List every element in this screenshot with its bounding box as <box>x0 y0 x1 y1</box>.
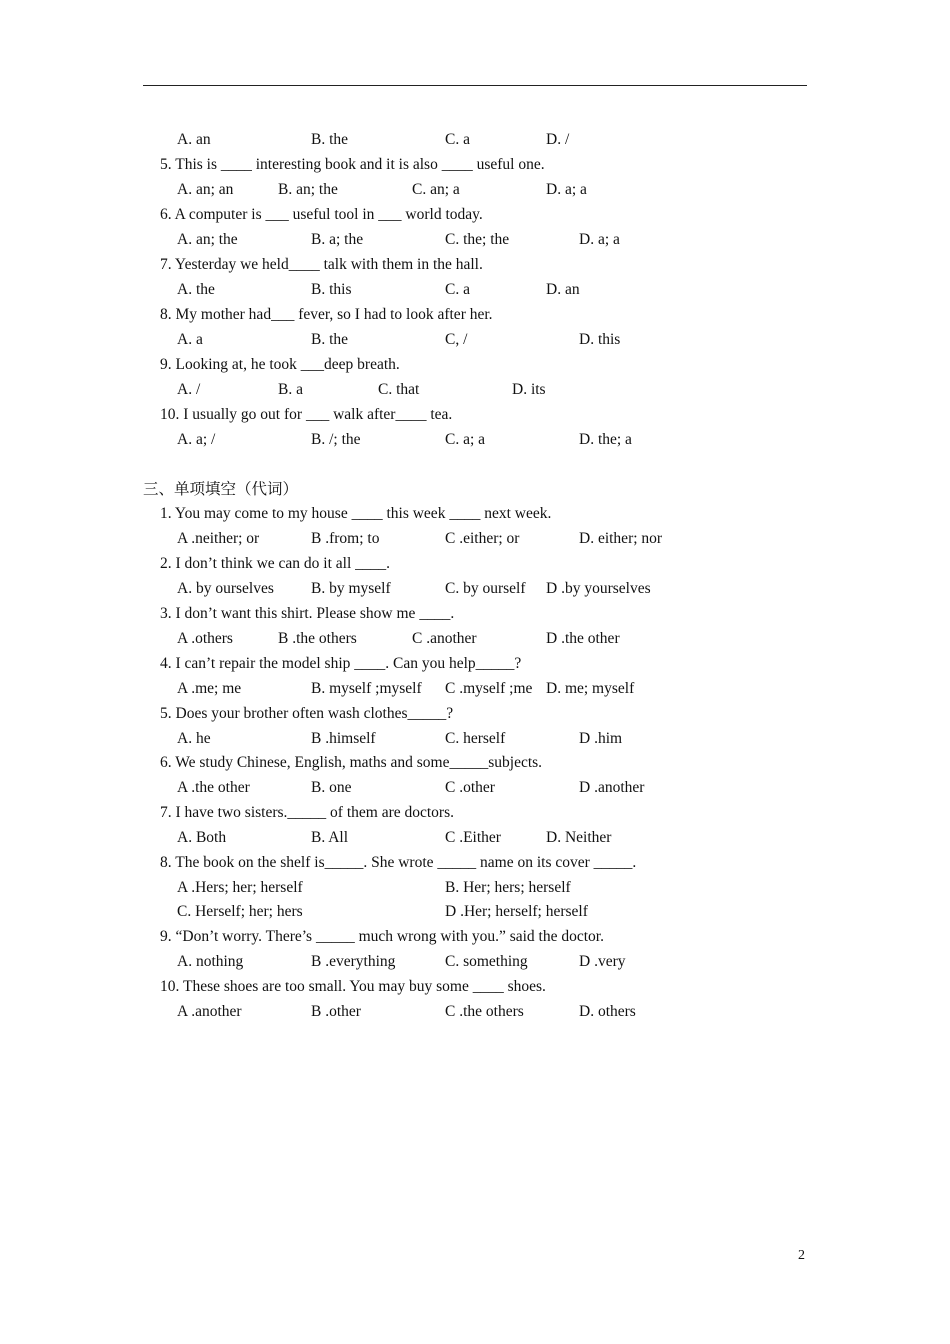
question-stem: 2. I don’t think we can do it all ____. <box>160 555 391 572</box>
option-c[interactable]: C. a <box>445 131 470 148</box>
option-c[interactable]: C. Herself; her; hers <box>177 903 303 920</box>
option-a[interactable]: A .others <box>177 630 233 647</box>
option-c[interactable]: C .Either <box>445 829 501 846</box>
option-a[interactable]: A .Hers; her; herself <box>177 879 303 896</box>
option-c[interactable]: C. something <box>445 953 528 970</box>
option-d[interactable]: D .by yourselves <box>546 580 651 597</box>
option-b[interactable]: B .the others <box>278 630 357 647</box>
option-a[interactable]: A. nothing <box>177 953 244 970</box>
option-b[interactable]: B. by myself <box>311 580 391 597</box>
question-stem: 3. I don’t want this shirt. Please show me ____. <box>160 605 455 622</box>
option-a[interactable]: A. an <box>177 131 211 148</box>
option-b[interactable]: B. an; the <box>278 181 338 198</box>
option-b[interactable]: B. the <box>311 131 349 148</box>
option-b[interactable]: B. /; the <box>311 431 361 448</box>
option-d[interactable]: D. a; a <box>579 231 620 248</box>
option-d[interactable]: D. either; nor <box>579 530 663 547</box>
question-stem: 8. My mother had___ fever, so I had to look after her. <box>160 306 493 323</box>
option-d[interactable]: D. the; a <box>579 431 632 448</box>
question-stem: 4. I can’t repair the model ship ____. Can you help_____? <box>160 655 522 672</box>
option-c[interactable]: C .another <box>412 630 477 647</box>
question-stem: 6. We study Chinese, English, maths and some_____subjects. <box>160 754 543 771</box>
option-a[interactable]: A. he <box>177 730 211 747</box>
option-a[interactable]: A. by ourselves <box>177 580 274 597</box>
option-d[interactable]: D. / <box>546 131 570 148</box>
option-c[interactable]: C .myself ;me <box>445 680 533 697</box>
option-d[interactable]: D .him <box>579 730 623 747</box>
option-a[interactable]: A. a <box>177 331 203 348</box>
header-rule <box>143 85 807 86</box>
option-a[interactable]: A .me; me <box>177 680 242 697</box>
option-c[interactable]: C. that <box>378 381 420 398</box>
option-c[interactable]: C. an; a <box>412 181 460 198</box>
question-stem: 9. Looking at, he took ___deep breath. <box>160 356 400 373</box>
option-d[interactable]: D .another <box>579 779 645 796</box>
option-a[interactable]: A. / <box>177 381 201 398</box>
option-a[interactable]: A. an; the <box>177 231 238 248</box>
option-c[interactable]: C .other <box>445 779 495 796</box>
option-d[interactable]: D. me; myself <box>546 680 635 697</box>
option-d[interactable]: D. Neither <box>546 829 612 846</box>
question-stem: 10. I usually go out for ___ walk after____ tea. <box>160 406 453 423</box>
page-number: 2 <box>798 1248 805 1263</box>
option-d[interactable]: D. a; a <box>546 181 587 198</box>
option-d[interactable]: D .very <box>579 953 626 970</box>
option-c[interactable]: C, / <box>445 331 468 348</box>
question-stem: 5. Does your brother often wash clothes_____? <box>160 705 454 722</box>
option-a[interactable]: A. Both <box>177 829 227 846</box>
option-b[interactable]: B .other <box>311 1003 361 1020</box>
question-stem: 5. This is ____ interesting book and it is also ____ useful one. <box>160 156 545 173</box>
question-stem: 1. You may come to my house ____ this week ____ next week. <box>160 505 552 522</box>
option-d[interactable]: D. an <box>546 281 580 298</box>
option-a[interactable]: A .another <box>177 1003 242 1020</box>
option-a[interactable]: A .the other <box>177 779 250 796</box>
option-d[interactable]: D. its <box>512 381 546 398</box>
option-d[interactable]: D .Her; herself; herself <box>445 903 588 920</box>
option-c[interactable]: C. a; a <box>445 431 486 448</box>
option-d[interactable]: D. others <box>579 1003 636 1020</box>
option-a[interactable]: A .neither; or <box>177 530 260 547</box>
option-d[interactable]: D .the other <box>546 630 620 647</box>
option-c[interactable]: C. the; the <box>445 231 510 248</box>
option-b[interactable]: B. one <box>311 779 352 796</box>
option-a[interactable]: A. an; an <box>177 181 234 198</box>
option-c[interactable]: C .either; or <box>445 530 520 547</box>
question-stem: 9. “Don’t worry. There’s _____ much wrong with you.” said the doctor. <box>160 928 604 945</box>
option-c[interactable]: C. a <box>445 281 470 298</box>
option-a[interactable]: A. a; / <box>177 431 216 448</box>
option-c[interactable]: C .the others <box>445 1003 524 1020</box>
option-a[interactable]: A. the <box>177 281 215 298</box>
option-b[interactable]: B .himself <box>311 730 376 747</box>
option-d[interactable]: D. this <box>579 331 621 348</box>
question-stem: 7. Yesterday we held____ talk with them in the hall. <box>160 256 483 273</box>
question-stem: 7. I have two sisters._____ of them are doctors. <box>160 804 455 821</box>
question-stem: 6. A computer is ___ useful tool in ___ world today. <box>160 206 483 223</box>
option-b[interactable]: B. the <box>311 331 349 348</box>
option-b[interactable]: B. a <box>278 381 303 398</box>
option-b[interactable]: B. myself ;myself <box>311 680 422 697</box>
option-b[interactable]: B .from; to <box>311 530 380 547</box>
option-b[interactable]: B. Her; hers; herself <box>445 879 571 896</box>
question-stem: 10. These shoes are too small. You may buy some ____ shoes. <box>160 978 546 995</box>
option-c[interactable]: C. by ourself <box>445 580 526 597</box>
option-b[interactable]: B. a; the <box>311 231 364 248</box>
option-b[interactable]: B .everything <box>311 953 396 970</box>
option-b[interactable]: B. All <box>311 829 349 846</box>
option-b[interactable]: B. this <box>311 281 352 298</box>
section-heading: 三、单项填空（代词） <box>143 481 299 498</box>
option-c[interactable]: C. herself <box>445 730 506 747</box>
question-stem: 8. The book on the shelf is_____. She wrote _____ name on its cover _____. <box>160 854 637 871</box>
